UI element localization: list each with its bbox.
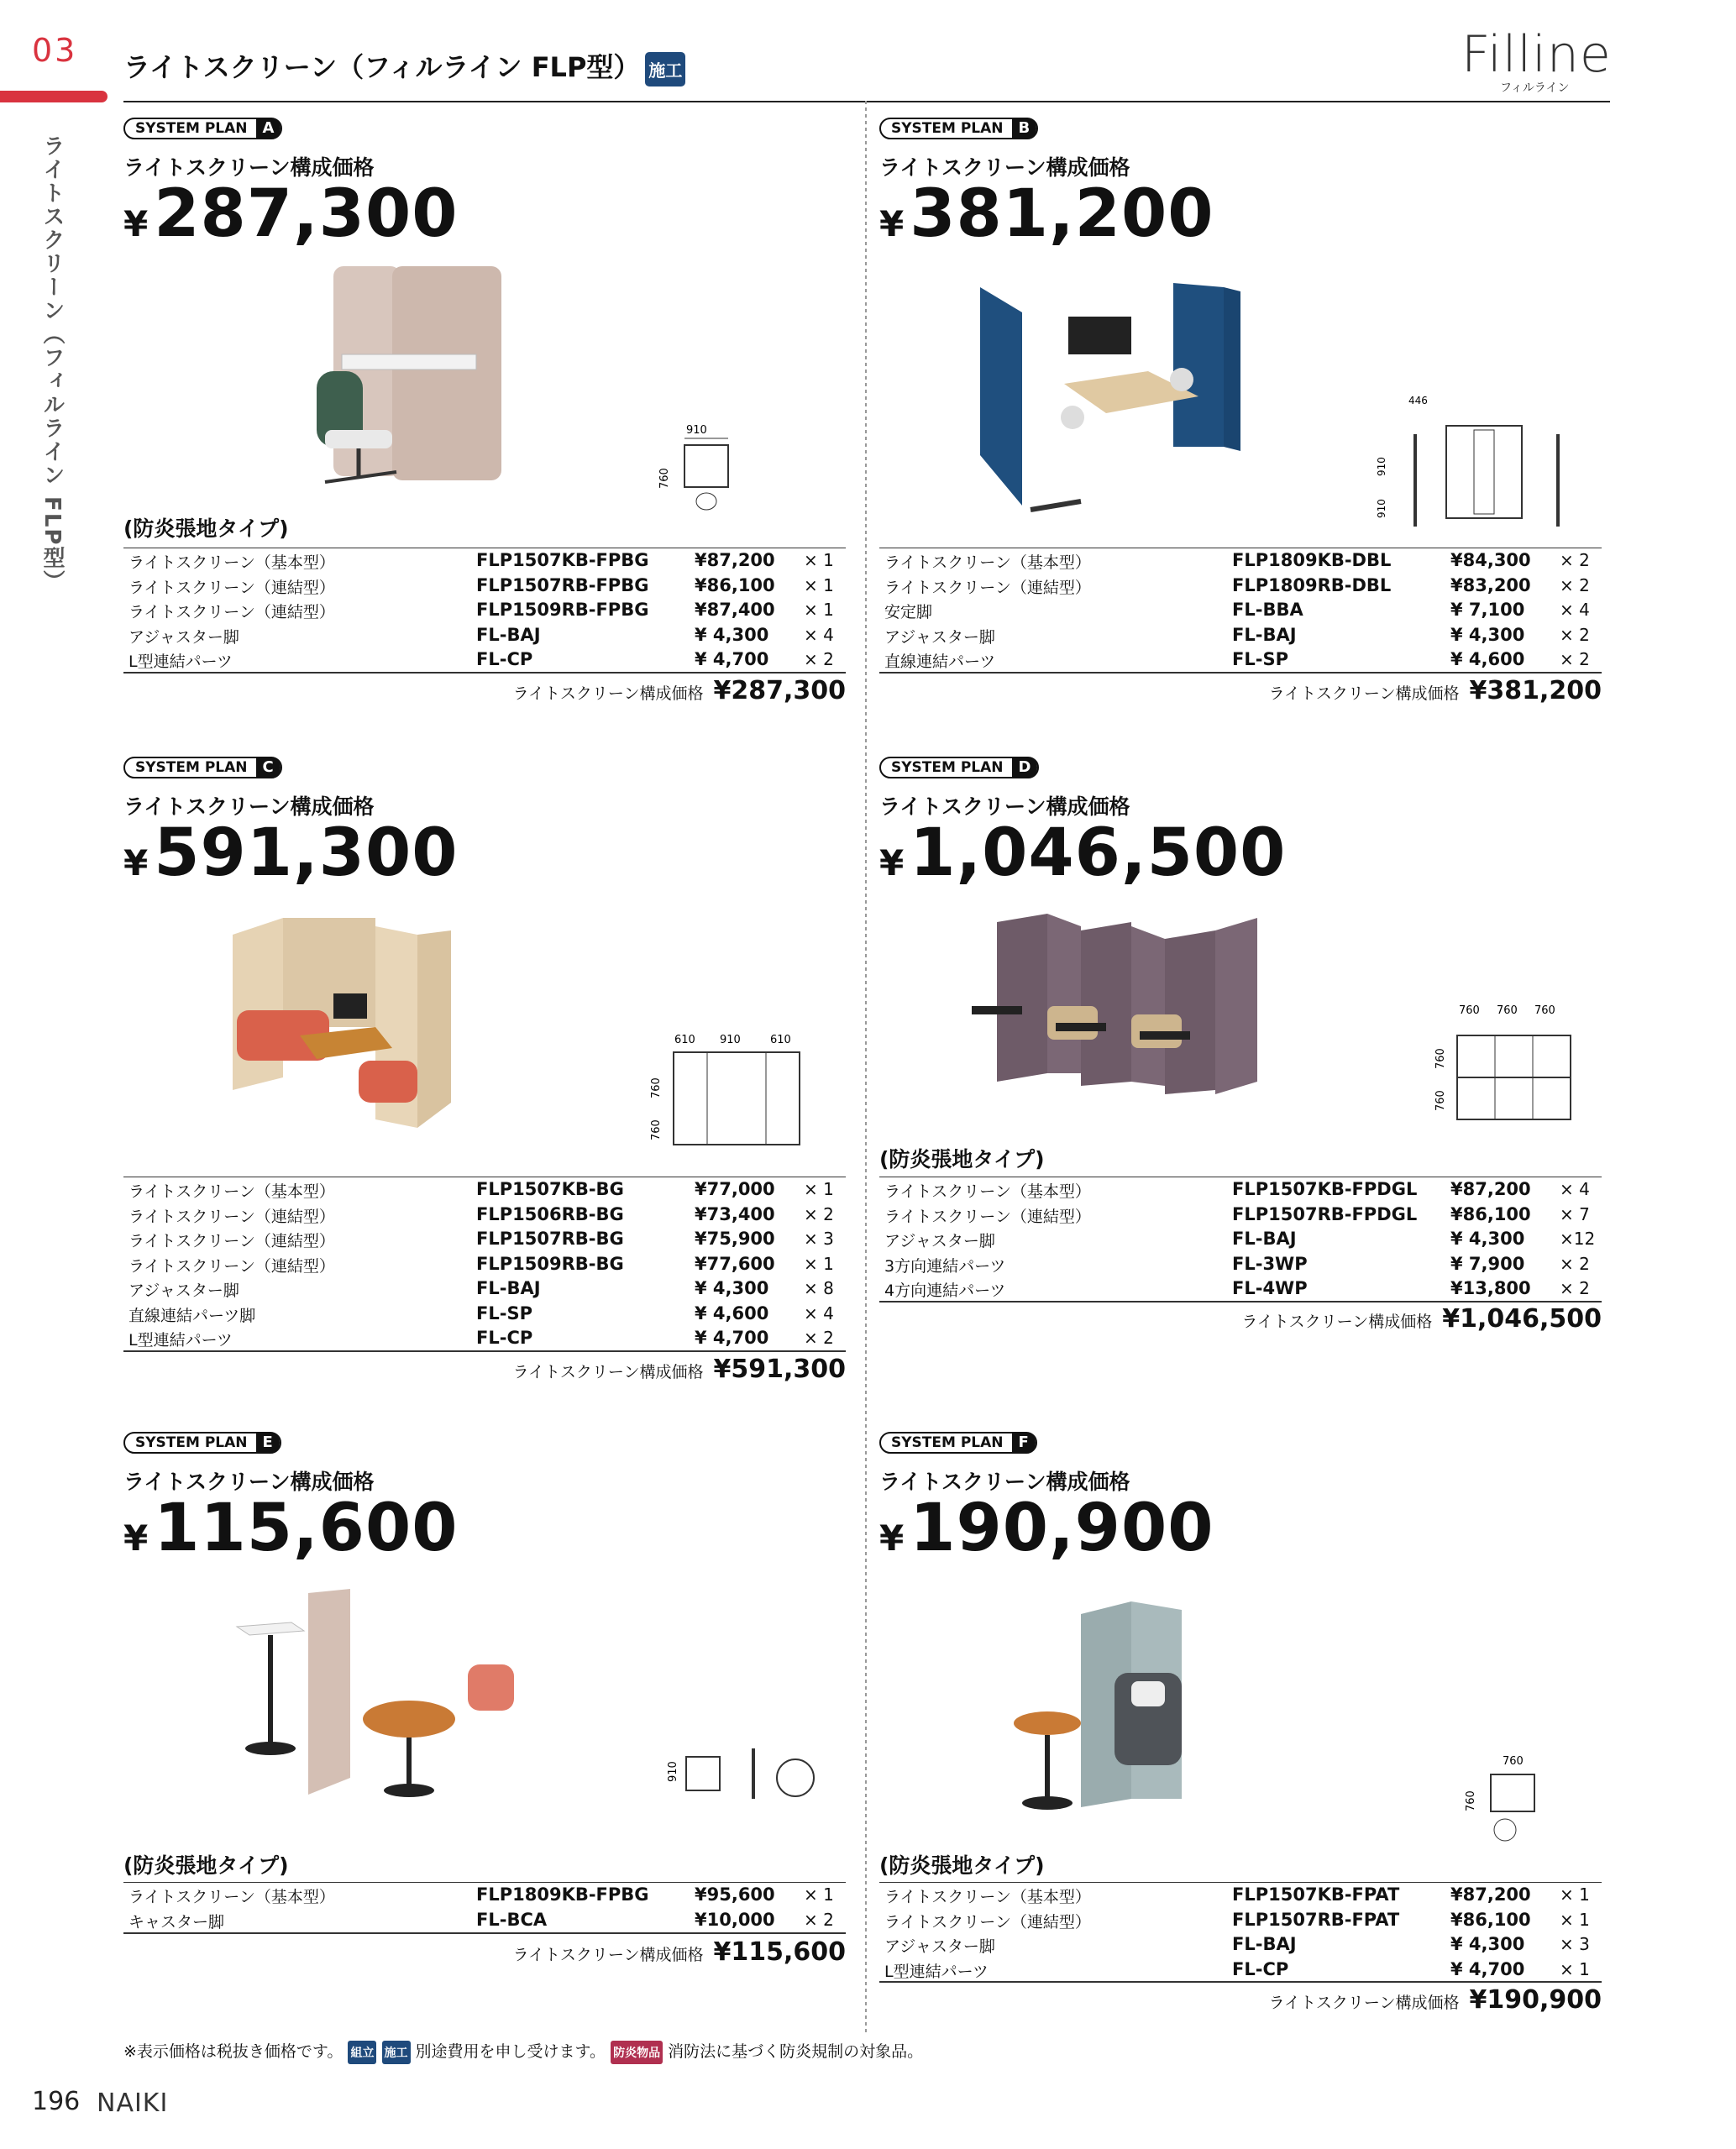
table-row: ライトスクリーン（基本型） FLP1507KB-FPAT ¥87,200 × 1: [884, 1884, 1590, 1906]
svg-text:910: 910: [1376, 499, 1387, 518]
column-divider: [865, 101, 867, 2032]
brand-subtitle: フィルライン: [1500, 81, 1570, 95]
page-title: [123, 46, 685, 86]
table-row: ライトスクリーン（基本型） FLP1507KB-FPDGL ¥87,200 × 4: [884, 1179, 1590, 1201]
svg-text:760: 760: [1459, 1004, 1480, 1017]
table-row: ライトスクリーン（基本型） FLP1809KB-DBL ¥84,300 × 2: [884, 550, 1590, 572]
system-plan-label: SYSTEM PLAN F: [879, 1432, 1037, 1454]
table-rule: [879, 672, 1602, 674]
table-row: ライトスクリーン（連結型） FLP1507RB-BG ¥75,900 × 3: [128, 1229, 834, 1250]
table-row: アジャスター脚 FL-BAJ ¥ 4,300 × 4: [128, 624, 834, 647]
table-row: L型連結パーツ FL-CP ¥ 4,700 × 1: [884, 1958, 1590, 1981]
plan-d-panel: [879, 742, 1602, 1346]
table-row: ライトスクリーン（連結型） FLP1507RB-FPBG ¥86,100 × 1: [128, 574, 834, 597]
parts-table: [123, 1882, 846, 1932]
config-price-label: ライトスクリーン構成価格: [879, 1470, 1130, 1494]
table-rule: [879, 1301, 1602, 1303]
brand-logo: Filline: [1461, 25, 1612, 84]
product-illustration: [291, 262, 611, 506]
table-row: 直線連結パーツ FL-SP ¥ 4,600 × 2: [884, 649, 1590, 671]
svg-text:760: 760: [658, 468, 671, 489]
assembly-badge: 組立: [348, 2041, 376, 2064]
config-total: ライトスクリーン構成価格 ¥381,200: [1268, 676, 1602, 705]
system-plan-label: SYSTEM PLAN A: [123, 118, 282, 139]
plan-letter: A: [256, 118, 281, 139]
config-total: ライトスクリーン構成価格 ¥115,600: [512, 1937, 846, 1967]
system-plan-label: SYSTEM PLAN B: [879, 118, 1038, 139]
plan-letter: D: [1012, 757, 1038, 778]
floor-plan-diagram: [658, 422, 745, 522]
table-rule: [123, 672, 846, 674]
page-number: 196: [32, 2087, 81, 2116]
parts-table: [123, 1177, 846, 1351]
config-price: ¥287,300: [123, 176, 459, 252]
table-row: 安定脚 FL-BBA ¥ 7,100 × 4: [884, 600, 1590, 621]
svg-text:760: 760: [1465, 1790, 1477, 1811]
section-tab-bar: [0, 91, 108, 102]
svg-text:910: 910: [667, 1761, 679, 1782]
table-row: アジャスター脚 FL-BAJ ¥ 4,300 × 2: [884, 624, 1590, 647]
svg-text:760: 760: [1434, 1090, 1447, 1111]
svg-text:760: 760: [650, 1119, 663, 1140]
config-total: ライトスクリーン構成価格 ¥591,300: [512, 1355, 846, 1384]
plan-letter: C: [256, 757, 281, 778]
plan-letter: E: [256, 1432, 280, 1454]
config-price: ¥1,046,500: [879, 815, 1287, 891]
parts-table: [879, 548, 1602, 673]
floor-plan-diagram: [1467, 1753, 1585, 1853]
table-row: ライトスクリーン（基本型） FLP1507KB-BG ¥77,000 × 1: [128, 1179, 834, 1201]
svg-text:760: 760: [1534, 1004, 1555, 1017]
section-number: 03: [32, 32, 78, 69]
plan-c-panel: [123, 742, 846, 1397]
config-price: ¥591,300: [123, 815, 459, 891]
config-price-label: ライトスクリーン構成価格: [123, 794, 375, 819]
floor-plan-diagram: [1434, 1002, 1602, 1161]
config-price-label: ライトスクリーン構成価格: [879, 794, 1130, 819]
table-row: アジャスター脚 FL-BAJ ¥ 4,300 × 3: [884, 1934, 1590, 1956]
table-rule: [879, 1981, 1602, 1983]
fire-retardant-badge: 防炎物品: [611, 2041, 663, 2064]
footnote: ※表示価格は税抜き価格です。 組立 施工 別途費用を申し受けます。 防炎物品 消防法に基づく防炎規制の対象品。: [123, 2039, 923, 2064]
table-row: ライトスクリーン（連結型） FLP1809RB-DBL ¥83,200 × 2: [884, 574, 1590, 597]
table-row: ライトスクリーン（連結型） FLP1507RB-FPDGL ¥86,100 × 7: [884, 1203, 1590, 1226]
parts-table: [123, 548, 846, 673]
fire-retardant-note: (防炎張地タイプ): [123, 516, 289, 541]
product-illustration: [233, 1585, 585, 1820]
svg-text:910: 910: [1376, 457, 1387, 476]
plan-a-panel: [123, 102, 846, 707]
config-total: ライトスクリーン構成価格 ¥190,900: [1268, 1985, 1602, 2015]
plan-b-panel: [879, 102, 1602, 707]
table-row: ライトスクリーン（基本型） FLP1809KB-FPBG ¥95,600 × 1: [128, 1884, 834, 1906]
config-price: ¥115,600: [123, 1491, 459, 1566]
floor-plan-diagram: [669, 1732, 837, 1832]
config-price-label: ライトスクリーン構成価格: [879, 155, 1130, 180]
svg-text:760: 760: [1497, 1004, 1518, 1017]
plan-f-panel: [879, 1417, 1602, 2021]
config-price-label: ライトスクリーン構成価格: [123, 1470, 375, 1494]
plan-e-panel: [123, 1417, 846, 2005]
table-rule: [123, 1350, 846, 1352]
svg-text:760: 760: [1434, 1048, 1447, 1069]
install-badge: 施工: [645, 52, 685, 86]
table-row: ライトスクリーン（連結型） FLP1509RB-FPBG ¥87,400 × 1: [128, 600, 834, 621]
table-row: L型連結パーツ FL-CP ¥ 4,700 × 2: [128, 1328, 834, 1350]
page-title-text: ライトスクリーン（フィルライン FLP型）: [123, 51, 641, 83]
install-badge: 施工: [382, 2041, 411, 2064]
fire-retardant-note: (防炎張地タイプ): [123, 1853, 289, 1878]
config-price: ¥381,200: [879, 176, 1214, 252]
table-row: 直線連結パーツ脚 FL-SP ¥ 4,600 × 4: [128, 1303, 834, 1325]
floor-plan-diagram: [1375, 392, 1602, 535]
svg-text:446: 446: [1408, 395, 1428, 406]
table-row: アジャスター脚 FL-BAJ ¥ 4,300 × 8: [128, 1278, 834, 1300]
table-row: ライトスクリーン（基本型） FLP1507KB-FPBG ¥87,200 × 1: [128, 550, 834, 572]
fire-retardant-note: (防炎張地タイプ): [879, 1853, 1045, 1878]
product-illustration: [972, 279, 1324, 522]
table-row: L型連結パーツ FL-CP ¥ 4,700 × 2: [128, 649, 834, 671]
svg-text:910: 910: [720, 1034, 741, 1046]
svg-text:910: 910: [686, 424, 707, 437]
table-rule: [123, 1932, 846, 1934]
product-illustration: [963, 905, 1333, 1157]
config-price-label: ライトスクリーン構成価格: [123, 155, 375, 180]
vertical-section-title: ライトスクリーン（フィルライン FLP型）: [39, 134, 65, 594]
svg-text:610: 610: [674, 1034, 695, 1046]
parts-table: [879, 1177, 1602, 1302]
publisher-name: NAIKI: [97, 2089, 169, 2118]
system-plan-label: SYSTEM PLAN D: [879, 757, 1039, 778]
table-row: ライトスクリーン（連結型） FLP1506RB-BG ¥73,400 × 2: [128, 1203, 834, 1226]
system-plan-label: SYSTEM PLAN C: [123, 757, 282, 778]
plan-letter: F: [1012, 1432, 1036, 1454]
table-row: アジャスター脚 FL-BAJ ¥ 4,300 ×12: [884, 1229, 1596, 1250]
table-row: ライトスクリーン（連結型） FLP1507RB-FPAT ¥86,100 × 1: [884, 1909, 1590, 1931]
floor-plan-diagram: [650, 1031, 837, 1157]
config-total: ライトスクリーン構成価格 ¥1,046,500: [1241, 1304, 1602, 1334]
svg-text:610: 610: [770, 1034, 791, 1046]
config-total: ライトスクリーン構成価格 ¥287,300: [512, 676, 846, 705]
parts-table: [879, 1882, 1602, 1982]
table-row: キャスター脚 FL-BCA ¥10,000 × 2: [128, 1909, 834, 1931]
table-row: ライトスクリーン（連結型） FLP1509RB-BG ¥77,600 × 1: [128, 1253, 834, 1276]
svg-text:760: 760: [1503, 1755, 1524, 1768]
table-row: 3方向連結パーツ FL-3WP ¥ 7,900 × 2: [884, 1253, 1590, 1276]
product-illustration: [224, 909, 527, 1161]
system-plan-label: SYSTEM PLAN E: [123, 1432, 281, 1454]
svg-text:760: 760: [650, 1077, 663, 1098]
config-price: ¥190,900: [879, 1491, 1214, 1566]
plan-letter: B: [1012, 118, 1037, 139]
table-row: 4方向連結パーツ FL-4WP ¥13,800 × 2: [884, 1278, 1590, 1300]
product-illustration: [1005, 1597, 1274, 1841]
fire-retardant-note: (防炎張地タイプ): [879, 1147, 1045, 1171]
